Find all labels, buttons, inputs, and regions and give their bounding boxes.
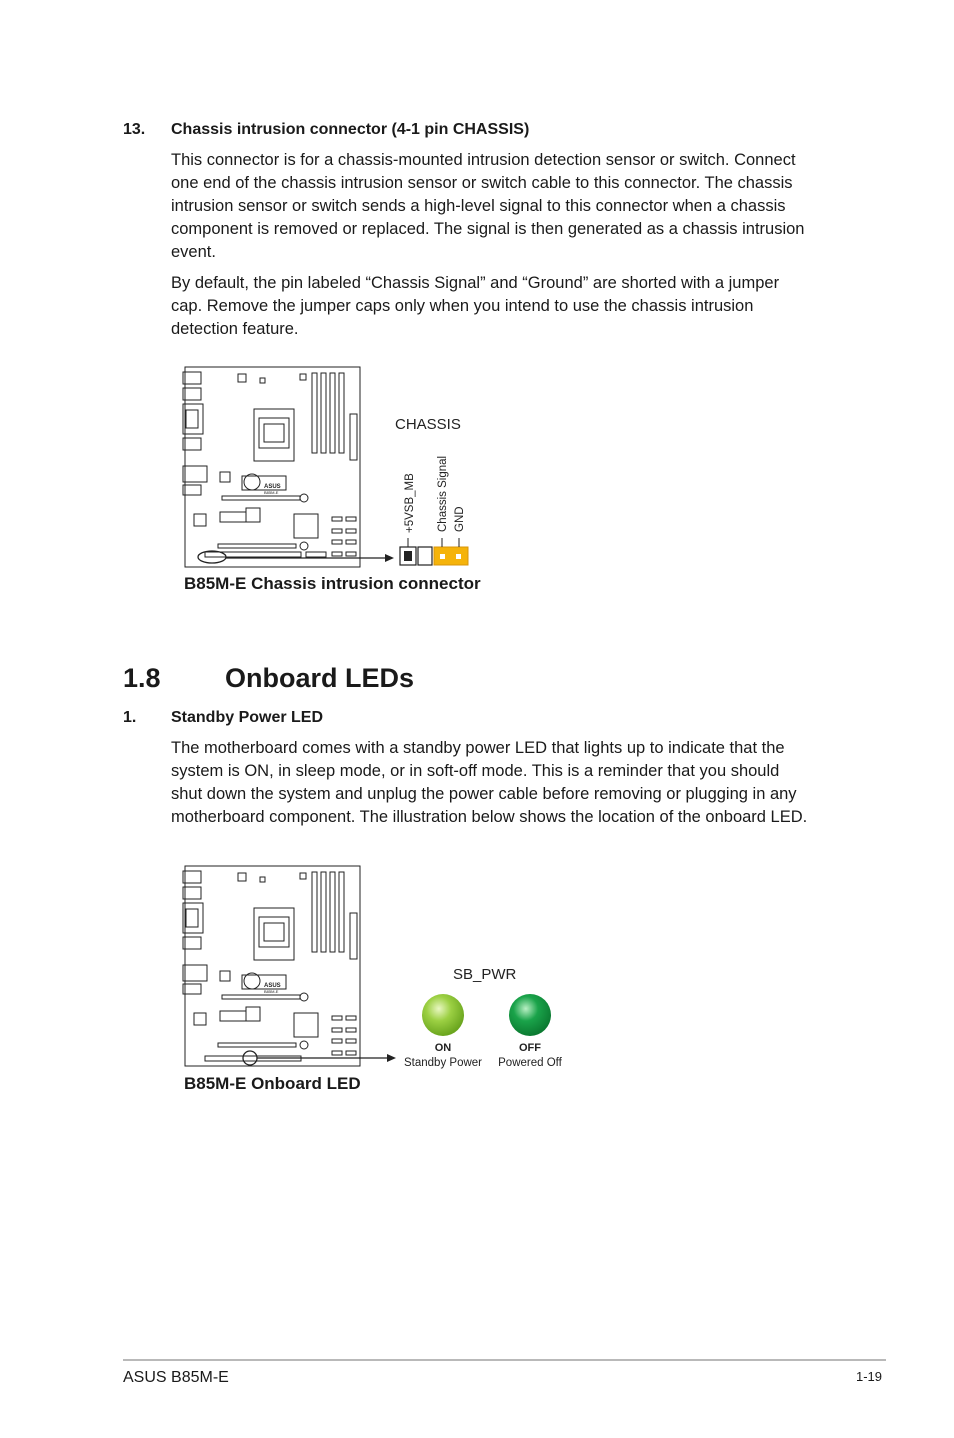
led-on-desc: Standby Power xyxy=(404,1057,482,1069)
text-line: one end of the chassis intrusion sensor or switch cable to this connector. The chassis xyxy=(171,174,793,192)
page-number: 1-19 xyxy=(856,1369,883,1384)
pointer-arrowhead xyxy=(385,554,394,562)
footer-rule xyxy=(123,1359,886,1361)
chassis-connector-diagram xyxy=(180,362,500,576)
motherboard-outline xyxy=(183,367,360,567)
motherboard-outline xyxy=(183,866,360,1066)
text-line: intrusion sensor or switch sends a high-level signal to this connector when a chassis xyxy=(171,197,786,215)
led-off-desc: Powered Off xyxy=(498,1057,562,1069)
footer-product: ASUS B85M-E xyxy=(123,1369,229,1386)
connector-label: CHASSIS xyxy=(395,416,461,433)
pin-removed xyxy=(418,547,432,565)
led-on xyxy=(422,994,464,1036)
item-number: 13. xyxy=(123,121,146,138)
led-label: SB_PWR xyxy=(453,966,517,983)
board-logo: ASUS xyxy=(264,983,281,989)
pointer-arrowhead xyxy=(387,1054,396,1062)
text-line: component is removed or replaced. The signal is then generated as a chassis intrusion xyxy=(171,220,805,238)
text-line: This connector is for a chassis-mounted intrusion detection sensor or switch. Connect xyxy=(171,151,796,169)
led-off xyxy=(509,994,551,1036)
paragraph xyxy=(171,272,843,341)
text-line: cap. Remove the jumper caps only when you intend to use the chassis intrusion xyxy=(171,297,754,315)
figure-caption: B85M-E Onboard LED xyxy=(184,1074,361,1093)
item-title: Chassis intrusion connector (4-1 pin CHASSIS) xyxy=(171,121,530,138)
section-title: Onboard LEDs xyxy=(225,663,415,693)
text-line: By default, the pin labeled “Chassis Signal” and “Ground” are shorted with a jumper xyxy=(171,274,780,292)
board-logo: ASUS xyxy=(264,484,281,490)
text-line: motherboard component. The illustration below shows the location of the onboard LED. xyxy=(171,808,808,826)
paragraph xyxy=(171,149,843,264)
pin-label-gnd: GND xyxy=(454,506,466,532)
pin-label-5vsb: +5VSB_MB xyxy=(404,473,416,533)
led-off-label: OFF xyxy=(519,1042,541,1054)
pin-label-chassis-signal: Chassis Signal xyxy=(437,455,449,532)
text-line: system is ON, in sleep mode, or in soft-off mode. This is a reminder that you should xyxy=(171,762,780,780)
onboard-led-diagram xyxy=(180,861,580,1075)
item-number: 1. xyxy=(123,709,137,726)
board-model: B85M-E xyxy=(264,490,279,495)
text-line: The motherboard comes with a standby power LED that lights up to indicate that the xyxy=(171,739,785,757)
figure-caption: B85M-E Chassis intrusion connector xyxy=(184,574,481,593)
led-on-label: ON xyxy=(434,1042,452,1054)
board-model: B85M-E xyxy=(264,989,279,994)
jumper-cap xyxy=(434,547,468,565)
led-highlight xyxy=(243,1051,257,1065)
text-line: event. xyxy=(171,243,216,261)
paragraph xyxy=(171,737,861,829)
section-number: 1.8 xyxy=(123,663,161,693)
text-line: shut down the system and unplug the power cable before removing or plugging in any xyxy=(171,785,797,803)
item-title: Standby Power LED xyxy=(171,709,324,726)
text-line: detection feature. xyxy=(171,320,299,338)
